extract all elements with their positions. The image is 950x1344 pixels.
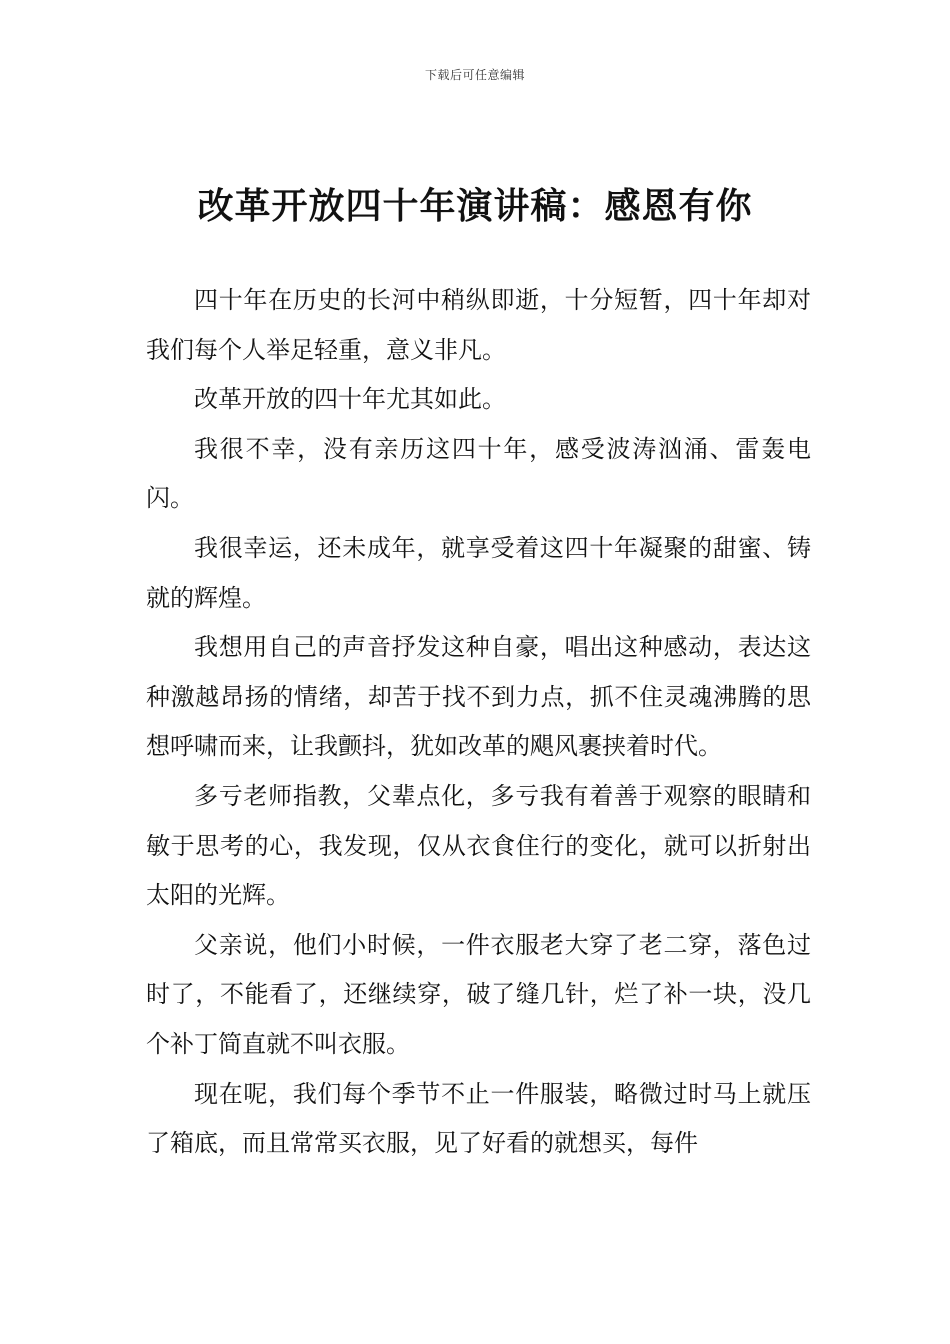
document-title: 改革开放四十年演讲稿：感恩有你 <box>197 185 753 227</box>
paragraph: 多亏老师指教，父辈点化，多亏我有着善于观察的眼睛和敏于思考的心，我发现，仅从衣食住行的变化，就可以折射出太阳的光辉。 <box>146 781 811 910</box>
paragraph: 改革开放的四十年尤其如此。 <box>194 385 506 414</box>
paragraph: 我很不幸，没有亲历这四十年，感受波涛汹涌、雷轰电闪。 <box>146 434 811 513</box>
paragraph: 父亲说，他们小时候，一件衣服老大穿了老二穿，落色过时了，不能看了，还继续穿，破了缝几针，烂了补一块，没几个补丁简直就不叫衣服。 <box>146 930 811 1058</box>
document-body <box>146 276 811 1169</box>
paragraph: 四十年在历史的长河中稍纵即逝，十分短暂，四十年却对我们每个人举足轻重，意义非凡。 <box>146 286 811 364</box>
paragraph: 现在呢，我们每个季节不止一件服装，略微过时马上就压了箱底，而且常常买衣服，见了好看的就想买，每件 <box>146 1079 811 1158</box>
paragraph: 我很幸运，还未成年，就享受着这四十年凝聚的甜蜜、铸就的辉煌。 <box>146 533 811 612</box>
header-note: 下载后可任意编辑 <box>424 68 525 82</box>
paragraph: 我想用自己的声音抒发这种自豪，唱出这种感动，表达这种激越昂扬的情绪，却苦于找不到力点，抓不住灵魂沸腾的思想呼啸而来，让我颤抖，犹如改革的飓风裹挟着时代。 <box>146 633 811 761</box>
